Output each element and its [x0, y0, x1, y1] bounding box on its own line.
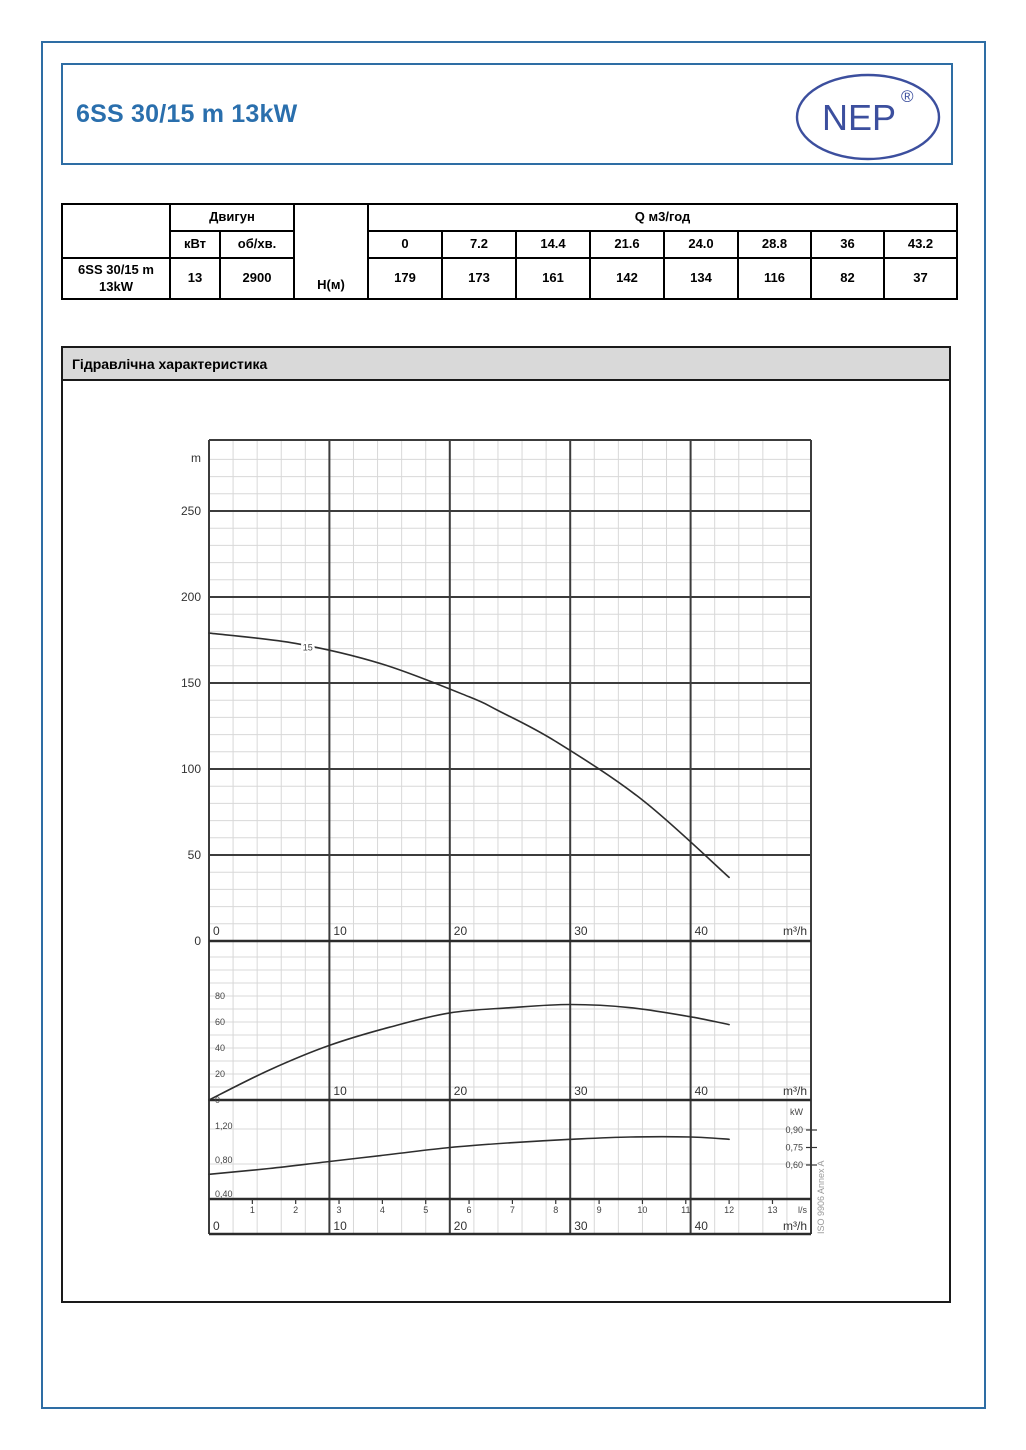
head-y-unit-label: m: [191, 451, 201, 465]
h-value-cell: 179: [368, 258, 442, 299]
power-right-tick-label: 0,75: [785, 1142, 803, 1153]
h-value-cell: 134: [664, 258, 738, 299]
head-y-tick-label: 150: [180, 676, 201, 690]
eff-x-tick-label: 40: [694, 1084, 708, 1098]
head-unit-cell: Н(м): [294, 204, 368, 299]
eff-y-tick-label: 60: [215, 1017, 226, 1027]
iso-annotation: ISO 9906 Annex A: [816, 1160, 826, 1234]
motor-header-cell: Двигун: [170, 204, 294, 231]
h-value-cell: 116: [738, 258, 811, 299]
page-title: 6SS 30/15 m 13kW: [76, 99, 298, 128]
ls-tick-label: 4: [379, 1205, 385, 1215]
eff-x-tick-label: 30: [574, 1084, 588, 1098]
ls-tick-label: 10: [637, 1205, 648, 1215]
ls-tick-label: 7: [509, 1205, 515, 1215]
h-value-cell: 37: [884, 258, 957, 299]
head-y-tick-label: 200: [180, 590, 201, 604]
section-title: Гідравлічна характеристика: [72, 355, 268, 372]
ls-tick-label: 1: [249, 1205, 255, 1215]
eff-y-tick-label: 40: [215, 1043, 226, 1053]
head-x-tick-label: 0: [213, 924, 220, 938]
ls-tick-label: 12: [724, 1205, 735, 1215]
q-value-cell: 36: [811, 231, 884, 258]
q-value-cell: 0: [368, 231, 442, 258]
h-value-cell: 82: [811, 258, 884, 299]
ls-tick-label: 6: [466, 1205, 472, 1215]
kw-header-cell: кВт: [170, 231, 220, 258]
flow-header-cell: Q м3/год: [368, 204, 957, 231]
power-kw-unit-label: kW: [790, 1107, 803, 1117]
power-left-tick-label: 0,40: [215, 1189, 233, 1199]
q-value-cell: 24.0: [664, 231, 738, 258]
head-curve-label: 15: [302, 642, 313, 653]
head-y-tick-label: 100: [180, 762, 201, 776]
head-y-tick-label: 0: [194, 934, 201, 948]
bottom-x-tick-label: 10: [333, 1219, 347, 1233]
ls-tick-label: 13: [767, 1205, 778, 1215]
head-x-tick-label: 40: [694, 924, 708, 938]
head-x-tick-label: 30: [574, 924, 588, 938]
eff-x-tick-label: 20: [453, 1084, 468, 1098]
empty-corner-cell: [62, 204, 170, 258]
head-x-tick-label: 20: [453, 924, 468, 938]
power-left-tick-label: 0,80: [215, 1155, 233, 1165]
ls-tick-label: 11: [681, 1205, 691, 1215]
efficiency-curve: [209, 1005, 729, 1101]
ls-tick-label: 3: [336, 1205, 342, 1215]
bottom-x-tick-label: 30: [574, 1219, 588, 1233]
power-right-tick-label: 0,60: [785, 1160, 803, 1170]
head-y-tick-label: 50: [187, 848, 201, 862]
nep-logo: [793, 72, 943, 162]
eff-y-tick-label: 80: [215, 991, 226, 1001]
h-value-cell: 142: [590, 258, 664, 299]
power-right-tick-label: 0,90: [785, 1125, 803, 1135]
logo-text: NEP: [821, 97, 897, 138]
section-header-bar: [63, 348, 949, 381]
hydraulic-characteristic-chart: [63, 381, 949, 1299]
bottom-x-tick-label: 20: [453, 1219, 468, 1233]
head-y-tick-label: 250: [180, 504, 201, 518]
kw-value-cell: 13: [170, 258, 220, 299]
h-value-cell: 161: [516, 258, 590, 299]
eff-x-unit-label: m³/h: [783, 1084, 807, 1098]
ls-tick-label: 9: [596, 1205, 602, 1215]
pump-name-cell: 6SS 30/15 m 13kW: [62, 258, 170, 299]
bottom-x-tick-label: 40: [694, 1219, 708, 1233]
spec-table: [61, 203, 958, 300]
rpm-value-cell: 2900: [220, 258, 294, 299]
eff-y-tick-label: 0: [215, 1095, 221, 1105]
ls-tick-label: 8: [553, 1205, 559, 1215]
ls-tick-label: 2: [293, 1205, 299, 1215]
q-value-cell: 28.8: [738, 231, 811, 258]
bottom-x-unit-label: m³/h: [783, 1219, 807, 1233]
hydraulic-section: [61, 346, 951, 1303]
ls-tick-label: 5: [423, 1205, 429, 1215]
power-curve: [209, 1137, 729, 1175]
q-value-cell: 43.2: [884, 231, 957, 258]
head-x-tick-label: 10: [333, 924, 347, 938]
q-value-cell: 7.2: [442, 231, 516, 258]
eff-x-tick-label: 10: [333, 1084, 347, 1098]
head-curve: [209, 633, 729, 877]
power-left-tick-label: 1,20: [215, 1121, 233, 1131]
q-value-cell: 21.6: [590, 231, 664, 258]
h-value-cell: 173: [442, 258, 516, 299]
ls-unit-label: l/s: [798, 1205, 807, 1215]
logo-registered-icon: ®: [901, 87, 914, 106]
rpm-header-cell: об/хв.: [220, 231, 294, 258]
q-value-cell: 14.4: [516, 231, 590, 258]
head-x-unit-label: m³/h: [783, 924, 807, 938]
eff-y-tick-label: 20: [215, 1069, 226, 1079]
header-box: [61, 63, 953, 165]
bottom-x-tick-label: 0: [213, 1219, 220, 1233]
